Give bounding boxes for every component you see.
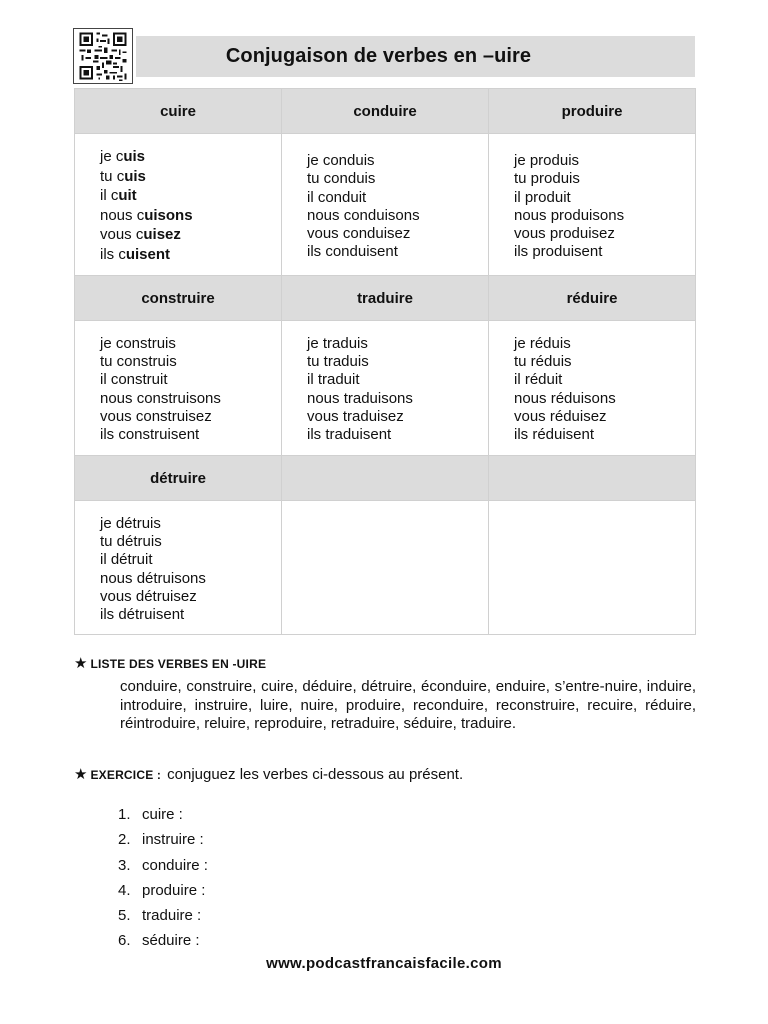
empty-header bbox=[282, 456, 489, 501]
conjugation-line: ils réduisent bbox=[514, 426, 595, 444]
star-icon: ★ bbox=[74, 655, 88, 672]
conjugation-cell bbox=[75, 134, 282, 276]
conjugation-line: il cuit bbox=[100, 187, 137, 204]
conjugation-line: ils produisent bbox=[514, 243, 603, 261]
conjugation-line: je construis bbox=[100, 335, 176, 352]
star-icon: ★ bbox=[74, 766, 88, 783]
item-label: instruire : bbox=[142, 831, 204, 849]
conjugation-line: je détruis bbox=[100, 515, 161, 532]
empty-header bbox=[489, 456, 696, 501]
list-item bbox=[118, 831, 208, 856]
list-item bbox=[118, 857, 208, 882]
conjugation-line: vous traduisez bbox=[307, 407, 404, 425]
conjugation-line: il traduit bbox=[307, 371, 360, 389]
conjugation-line: tu cuis bbox=[100, 167, 146, 185]
conjugation-line: tu produis bbox=[514, 170, 580, 188]
conjugation-line: vous cuisez bbox=[100, 226, 181, 243]
exercise-heading-line bbox=[74, 765, 696, 783]
conjugation-line: il produit bbox=[514, 188, 571, 206]
verb-header: produire bbox=[489, 89, 696, 134]
item-label: séduire : bbox=[142, 932, 200, 950]
conjugation-line: vous produisez bbox=[514, 225, 615, 243]
conjugation-cell bbox=[282, 321, 489, 456]
table-row bbox=[75, 321, 696, 456]
verb-header: détruire bbox=[75, 456, 282, 501]
table-header-row bbox=[75, 456, 696, 501]
verb-header: traduire bbox=[282, 276, 489, 321]
conjugation-line: vous détruisez bbox=[100, 587, 197, 605]
conjugation-line: il réduit bbox=[514, 371, 563, 389]
conjugation-line: nous cuisons bbox=[100, 206, 193, 224]
verb-list-section bbox=[74, 654, 696, 734]
conjugation-line: vous réduisez bbox=[514, 407, 607, 425]
table-header-row bbox=[75, 276, 696, 321]
conjugation-line: tu réduis bbox=[514, 353, 572, 371]
conjugation-table bbox=[74, 88, 696, 635]
exercise-list bbox=[118, 806, 208, 958]
list-item bbox=[118, 806, 208, 831]
conjugation-line: nous traduisons bbox=[307, 389, 413, 407]
item-number: 1. bbox=[118, 806, 131, 823]
verb-header: conduire bbox=[282, 89, 489, 134]
table-header-row bbox=[75, 89, 696, 134]
qr-code bbox=[73, 28, 133, 84]
conjugation-line: ils construisent bbox=[100, 426, 200, 444]
conjugation-cell bbox=[282, 134, 489, 276]
conjugation-line: il construit bbox=[100, 371, 168, 389]
conjugation-line: nous détruisons bbox=[100, 569, 206, 587]
conjugation-line: vous conduisez bbox=[307, 225, 411, 243]
empty-cell bbox=[282, 501, 489, 635]
conjugation-forms bbox=[75, 501, 281, 624]
footer-url: www.podcastfrancaisfacile.com bbox=[266, 955, 502, 972]
conjugation-line: je produis bbox=[514, 152, 580, 169]
conjugation-line: tu construis bbox=[100, 353, 177, 371]
conjugation-line: je réduis bbox=[514, 335, 571, 352]
conjugation-forms bbox=[489, 321, 695, 444]
item-label: produire : bbox=[142, 881, 206, 899]
verb-list-heading bbox=[74, 654, 696, 672]
list-item bbox=[118, 932, 208, 957]
conjugation-forms bbox=[75, 134, 281, 264]
verb-header: cuire bbox=[75, 89, 282, 134]
item-number: 3. bbox=[118, 856, 131, 874]
qr-code-icon bbox=[74, 29, 132, 83]
conjugation-line: je conduis bbox=[307, 152, 375, 169]
item-label: conduire : bbox=[142, 856, 208, 874]
conjugation-line: ils conduisent bbox=[307, 243, 398, 261]
list-item bbox=[118, 907, 208, 932]
table-row bbox=[75, 501, 696, 635]
conjugation-cell bbox=[489, 134, 696, 276]
item-label: cuire : bbox=[142, 806, 183, 823]
list-item bbox=[118, 882, 208, 907]
conjugation-forms bbox=[75, 321, 281, 444]
verb-header: réduire bbox=[489, 276, 696, 321]
verb-header: construire bbox=[75, 276, 282, 321]
exercise-instruction: conjuguez les verbes ci-dessous au présent. bbox=[167, 766, 464, 783]
conjugation-line: tu conduis bbox=[307, 170, 376, 188]
title-bar bbox=[136, 36, 695, 77]
conjugation-line: ils détruisent bbox=[100, 606, 185, 624]
conjugation-line: nous conduisons bbox=[307, 206, 420, 224]
section-heading: LISTE DES VERBES EN -UIRE bbox=[90, 657, 267, 671]
item-label: traduire : bbox=[142, 907, 202, 925]
item-number: 6. bbox=[118, 932, 131, 950]
conjugation-cell bbox=[75, 321, 282, 456]
table-row bbox=[75, 134, 696, 276]
item-number: 5. bbox=[118, 907, 131, 925]
empty-cell bbox=[489, 501, 696, 635]
conjugation-line: tu traduis bbox=[307, 353, 369, 371]
exercise-heading: EXERCICE : bbox=[90, 768, 162, 782]
conjugation-line: je cuis bbox=[100, 148, 146, 165]
conjugation-line: je traduis bbox=[307, 335, 368, 352]
conjugation-line: il détruit bbox=[100, 551, 153, 569]
conjugation-forms bbox=[489, 134, 695, 262]
exercise-section bbox=[74, 765, 696, 783]
conjugation-line: nous réduisons bbox=[514, 389, 616, 407]
verb-list-text: conduire, construire, cuire, déduire, détruire, éconduire, enduire, s’entre-nuire, induire, introduire, instruire, luire, nuire, produire, reconduire, reconstruire, recuire, réduire, réintroduire, reluire, reproduire, retraduire, séduire, traduire. bbox=[120, 678, 696, 732]
conjugation-cell bbox=[489, 321, 696, 456]
conjugation-cell bbox=[75, 501, 282, 635]
conjugation-forms bbox=[282, 134, 488, 262]
conjugation-line: nous produisons bbox=[514, 206, 625, 224]
item-number: 2. bbox=[118, 831, 131, 849]
conjugation-line: nous construisons bbox=[100, 389, 221, 407]
conjugation-forms bbox=[282, 321, 488, 444]
conjugation-line: tu détruis bbox=[100, 533, 162, 551]
item-number: 4. bbox=[118, 881, 131, 899]
conjugation-line: vous construisez bbox=[100, 407, 212, 425]
conjugation-line: ils cuisent bbox=[100, 245, 171, 263]
page-title: Conjugaison de verbes en –uire bbox=[225, 45, 532, 67]
conjugation-line: ils traduisent bbox=[307, 426, 392, 444]
conjugation-line: il conduit bbox=[307, 188, 367, 206]
